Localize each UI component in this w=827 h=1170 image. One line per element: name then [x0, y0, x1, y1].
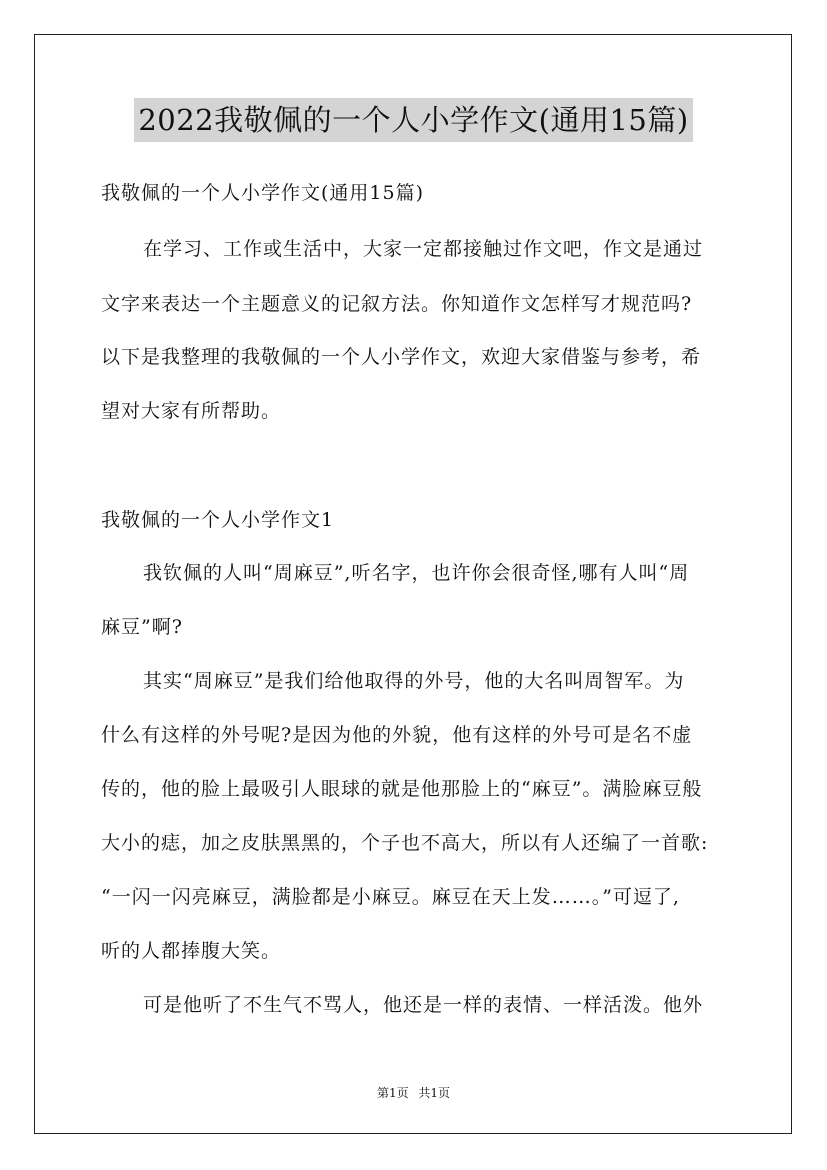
page-footer: [0, 1084, 827, 1101]
body-line-9: 可是他听了不生气不骂人，他还是一样的表情、一样活泼。他外: [143, 994, 704, 1016]
body-line-8: 听的人都捧腹大笑。: [101, 940, 282, 962]
document-title: 2022我敬佩的一个人小学作文(通用15篇): [134, 98, 692, 142]
document-subtitle: 我敬佩的一个人小学作文(通用15篇): [101, 182, 425, 204]
body-line-7: “一闪一闪亮麻豆，满脸都是小麻豆。麻豆在天上发……。”可逗了,: [101, 886, 680, 908]
intro-line-1: 在学习、工作或生活中，大家一定都接触过作文吧，作文是通过: [143, 238, 704, 260]
body-line-1: 我钦佩的人叫“周麻豆”,听名字，也许你会很奇怪,哪有人叫“周: [143, 562, 690, 584]
intro-line-3: 以下是我整理的我敬佩的一个人小学作文，欢迎大家借鉴与参考，希: [101, 346, 702, 368]
section-heading: 我敬佩的一个人小学作文1: [101, 509, 335, 531]
body-line-5: 传的，他的脸上最吸引人眼球的就是他那脸上的“麻豆”。满脸麻豆般: [101, 778, 703, 800]
page-total: 共1页: [418, 1086, 451, 1100]
intro-line-4: 望对大家有所帮助。: [101, 400, 282, 422]
body-line-4: 什么有这样的外号呢?是因为他的外貌，他有这样的外号可是名不虚: [101, 724, 693, 746]
body-line-2: 麻豆”啊?: [101, 616, 183, 638]
intro-line-2: 文字来表达一个主题意义的记叙方法。你知道作文怎样写才规范吗?: [101, 293, 693, 315]
body-line-6: 大小的痣，加之皮肤黑黑的，个子也不高大，所以有人还编了一首歌:: [101, 832, 709, 854]
title-container: [0, 98, 827, 142]
page-number: 第1页: [376, 1086, 409, 1100]
body-line-3: 其实“周麻豆”是我们给他取得的外号，他的大名叫周智军。为: [143, 670, 685, 692]
